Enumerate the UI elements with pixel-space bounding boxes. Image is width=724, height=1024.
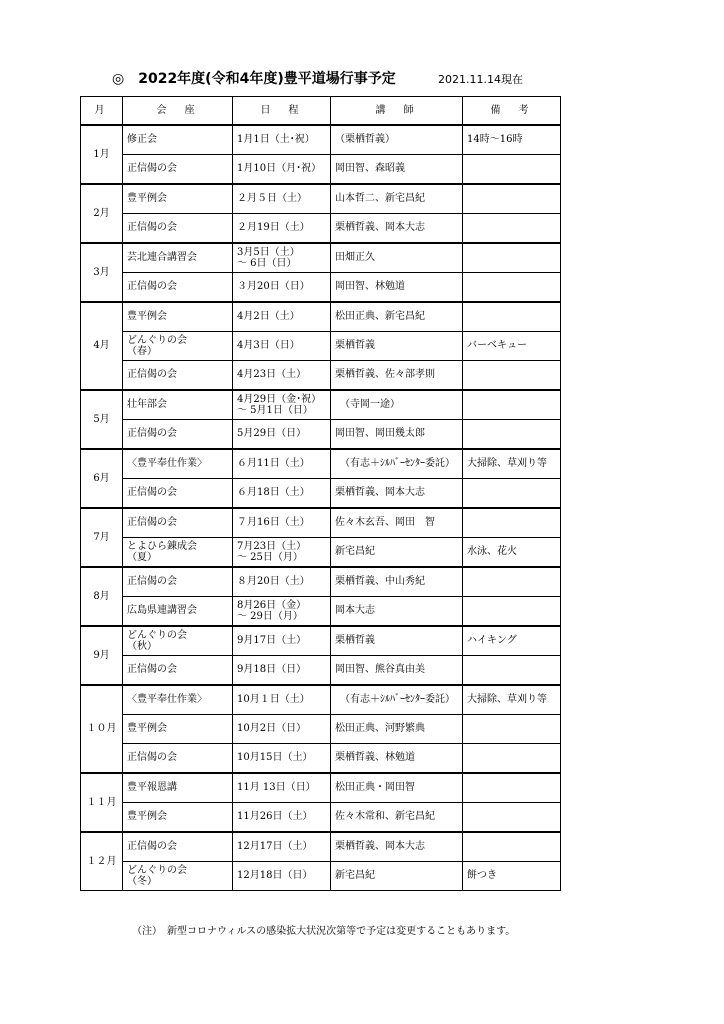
note-cell: 餅つき [463,862,561,891]
table-row [81,744,561,774]
page-title: ◎ 2022年度(令和4年度)豊平道場行事予定 [112,71,396,87]
venue-cell: どんぐりの会 （春） [123,332,233,361]
teacher-cell: 岡田智、熊谷真由美 [331,656,463,686]
note-cell [463,361,561,391]
note-cell [463,803,561,833]
date-cell: 3月5日（土） ～ 6日（日） [233,243,331,273]
date-cell: 4月29日（金･祝） ～ 5月1日（日） [233,390,331,420]
col-header-month: 月 [81,97,123,126]
table-row [81,508,561,538]
note-cell [463,508,561,538]
venue-cell: どんぐりの会 （秋） [123,626,233,656]
table-row [81,832,561,862]
col-header-note: 備 考 [463,97,561,126]
teacher-cell: 新宅昌紀 [331,538,463,568]
date-cell: ２月５日（土） [233,184,331,214]
venue-cell: 広島県連講習会 [123,597,233,627]
date-cell: 11月26日（土） [233,803,331,833]
table-row [81,125,561,155]
table-row [81,273,561,303]
date-cell: 8月26日（金） ～ 29日（月） [233,597,331,627]
table-row [81,155,561,185]
note-cell [463,214,561,244]
teacher-cell: 松田正典、河野繁典 [331,715,463,744]
date-cell: 10月１日（土） [233,685,331,715]
teacher-cell: （有志＋ｼﾙﾊﾞｰｾﾝﾀｰ委託） [331,685,463,715]
date-cell: ３月20日（日） [233,273,331,303]
date-cell: 4月3日（日） [233,332,331,361]
teacher-cell: （有志＋ｼﾙﾊﾞｰｾﾝﾀｰ委託） [331,449,463,479]
teacher-cell: 岡本大志 [331,597,463,627]
teacher-cell: 岡田智、岡田幾太郎 [331,420,463,450]
note-cell [463,184,561,214]
month-cell: 8月 [81,567,123,626]
venue-cell: 正信偈の会 [123,744,233,774]
teacher-cell: 栗栖哲義、岡本大志 [331,214,463,244]
venue-cell: 豊平例会 [123,302,233,332]
table-row [81,715,561,744]
teacher-cell: 佐々木玄吾、岡田 智 [331,508,463,538]
date-cell: ２月19日（土） [233,214,331,244]
venue-cell: 正信偈の会 [123,832,233,862]
date-cell: ６月18日（土） [233,479,331,509]
teacher-cell: 栗栖哲義 [331,332,463,361]
teacher-cell: 山本哲二、新宅昌紀 [331,184,463,214]
note-cell: バーベキュー [463,332,561,361]
teacher-cell: 田畑正久 [331,243,463,273]
teacher-cell: 佐々木常和、新宅昌紀 [331,803,463,833]
venue-cell: 豊平例会 [123,184,233,214]
col-header-teacher: 講 師 [331,97,463,126]
note-cell [463,832,561,862]
month-cell: 7月 [81,508,123,567]
note-cell: 14時～16時 [463,125,561,155]
table-row [81,390,561,420]
venue-cell: どんぐりの会 （冬） [123,862,233,891]
table-row [81,243,561,273]
venue-cell: 豊平例会 [123,715,233,744]
venue-cell: 正信偈の会 [123,508,233,538]
venue-cell: とよひら錬成会 （夏） [123,538,233,568]
col-header-date: 日 程 [233,97,331,126]
teacher-cell: 松田正典・岡田智 [331,773,463,803]
table-row [81,597,561,627]
month-cell: １１月 [81,773,123,832]
teacher-cell: （栗栖哲義） [331,125,463,155]
venue-cell: 正信偈の会 [123,361,233,391]
table-row [81,361,561,391]
month-cell: 3月 [81,243,123,302]
note-cell [463,773,561,803]
table-row [81,773,561,803]
table-row [81,656,561,686]
table-row [81,479,561,509]
month-cell: 1月 [81,125,123,184]
note-cell: 大掃除、草刈り等 [463,449,561,479]
teacher-cell: 栗栖哲義 [331,626,463,656]
date-cell: 11月 13日（日） [233,773,331,803]
table-row [81,449,561,479]
table-row [81,626,561,656]
date-cell: ６月11日（土） [233,449,331,479]
table-row [81,214,561,244]
note-cell [463,715,561,744]
note-cell [463,273,561,303]
teacher-cell: 新宅昌紀 [331,862,463,891]
note-cell: ハイキング [463,626,561,656]
date-cell: 9月18日（日） [233,656,331,686]
venue-cell: 正信偈の会 [123,155,233,185]
teacher-cell: 栗栖哲義、岡本大志 [331,479,463,509]
table-row [81,862,561,891]
table-row [81,685,561,715]
venue-cell: 壮年部会 [123,390,233,420]
month-cell: 4月 [81,302,123,390]
venue-cell: 正信偈の会 [123,567,233,597]
as-of-date: 2021.11.14現在 [438,73,523,86]
teacher-cell: 岡田智、森昭義 [331,155,463,185]
month-cell: １０月 [81,685,123,773]
venue-cell: 〈豊平奉仕作業〉 [123,449,233,479]
teacher-cell: 栗栖哲義、中山秀紀 [331,567,463,597]
table-row [81,567,561,597]
date-cell: 4月23日（土） [233,361,331,391]
date-cell: 9月17日（土） [233,626,331,656]
table-row [81,803,561,833]
teacher-cell: 松田正典、新宅昌紀 [331,302,463,332]
table-row [81,302,561,332]
venue-cell: 正信偈の会 [123,479,233,509]
venue-cell: 豊平例会 [123,803,233,833]
note-cell [463,155,561,185]
note-cell [463,744,561,774]
venue-cell: 正信偈の会 [123,273,233,303]
note-cell: 大掃除、草刈り等 [463,685,561,715]
table-row [81,420,561,450]
schedule-table [80,96,561,891]
venue-cell: 正信偈の会 [123,214,233,244]
note-cell [463,302,561,332]
venue-cell: 正信偈の会 [123,420,233,450]
venue-cell: 芸北連合講習会 [123,243,233,273]
date-cell: 1月1日（土･祝） [233,125,331,155]
note-cell [463,420,561,450]
note-cell [463,479,561,509]
teacher-cell: （寺岡一途） [331,390,463,420]
venue-cell: 正信偈の会 [123,656,233,686]
teacher-cell: 栗栖哲義、林勉道 [331,744,463,774]
date-cell: 12月18日（日） [233,862,331,891]
teacher-cell: 栗栖哲義、佐々部孝則 [331,361,463,391]
note-cell [463,243,561,273]
teacher-cell: 岡田智、林勉道 [331,273,463,303]
date-cell: ７月16日（土） [233,508,331,538]
col-header-venue: 会 座 [123,97,233,126]
date-cell: 1月10日（月･祝） [233,155,331,185]
date-cell: 12月17日（土） [233,832,331,862]
month-cell: 2月 [81,184,123,243]
title-row [112,68,552,92]
table-row [81,332,561,361]
note-cell: 水泳、花火 [463,538,561,568]
date-cell: 5月29日（日） [233,420,331,450]
venue-cell: 修正会 [123,125,233,155]
footnote: （注） 新型コロナウィルスの感染拡大状況次第等で予定は変更することもあります。 [132,926,516,937]
date-cell: 7月23日（土） ～ 25日（月） [233,538,331,568]
note-cell [463,656,561,686]
note-cell [463,390,561,420]
note-cell [463,597,561,627]
venue-cell: 〈豊平奉仕作業〉 [123,685,233,715]
date-cell: 4月2日（土） [233,302,331,332]
month-cell: 5月 [81,390,123,449]
date-cell: 10月15日（土） [233,744,331,774]
date-cell: ８月20日（土） [233,567,331,597]
month-cell: １２月 [81,832,123,891]
header-row [81,97,561,126]
month-cell: 6月 [81,449,123,508]
venue-cell: 豊平報恩講 [123,773,233,803]
date-cell: 10月2日（日） [233,715,331,744]
note-cell [463,567,561,597]
table-row [81,184,561,214]
teacher-cell: 栗栖哲義、岡本大志 [331,832,463,862]
month-cell: 9月 [81,626,123,685]
table-row [81,538,561,568]
